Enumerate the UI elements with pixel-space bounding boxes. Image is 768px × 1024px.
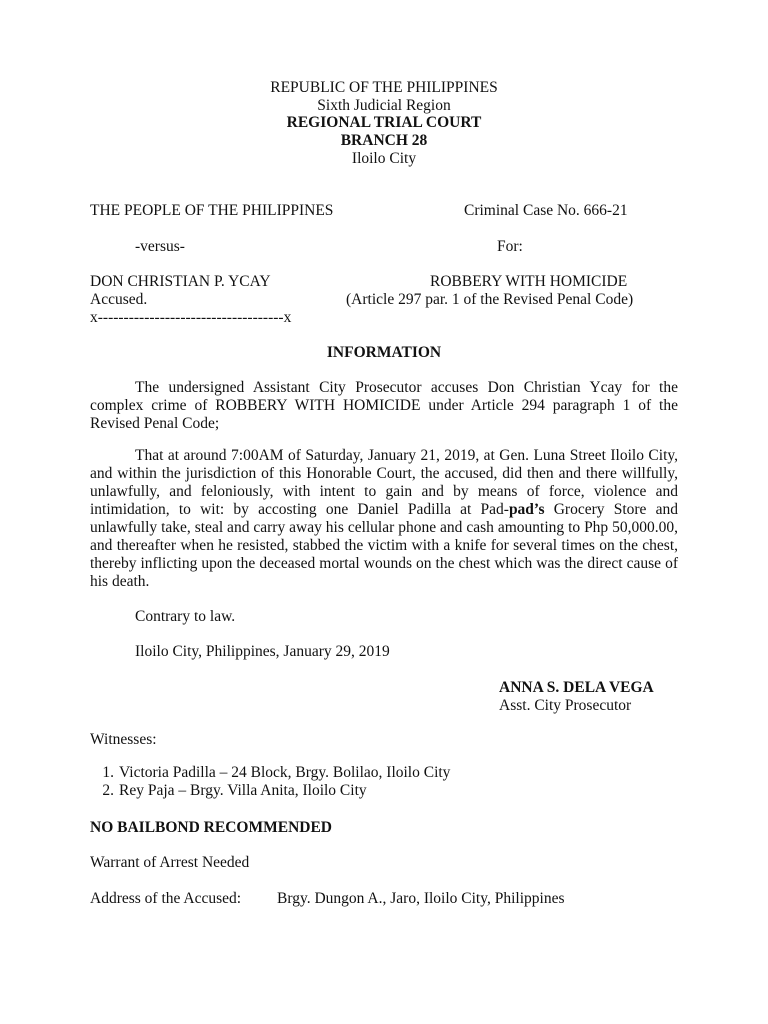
paragraph-facts-part2: Grocery Store and unlawfully take, steal and carry away his cellular phone and cash amounting to Php 50,000.00, and thereafter when he resisted, stabbed the victim with a knife for several times on the chest, thereby inflicting upon the deceased mortal wounds on the chest which was the direct cause of his death.	[90, 501, 678, 590]
paragraph-facts	[90, 447, 678, 591]
witness-entry: Rey Paja – Brgy. Villa Anita, Iloilo City	[119, 782, 367, 799]
caption-for: For:	[497, 238, 523, 255]
list-item	[90, 782, 450, 800]
witness-number: 2.	[102, 782, 114, 799]
caption-article: (Article 297 par. 1 of the Revised Penal Code)	[346, 291, 634, 308]
witness-number: 1.	[102, 764, 114, 781]
document-title: INFORMATION	[326, 344, 442, 361]
caption-separator: x------------------------------------x	[90, 309, 292, 326]
paragraph-facts-part1: That at around 7:00AM of Saturday, January 21, 2019, at Gen. Luna Street Iloilo City, and within the jurisdiction of this Honorable Court, the accused, did then and there willfully, unlawfully, and feloniously, with intent to gain and by means of force, violence and intimidation, to wit: by accosting one Daniel Padilla at Pad-	[90, 447, 678, 518]
caption-versus: -versus-	[135, 238, 185, 255]
caption-offense: ROBBERY WITH HOMICIDE	[430, 273, 628, 290]
header-republic: REPUBLIC OF THE PHILIPPINES	[270, 79, 498, 96]
address-value: Brgy. Dungon A., Jaro, Iloilo City, Philippines	[277, 890, 565, 907]
place-and-date: Iloilo City, Philippines, January 29, 2019	[135, 643, 390, 660]
bail-recommendation: NO BAILBOND RECOMMENDED	[90, 819, 332, 836]
caption-case-number: Criminal Case No. 666-21	[464, 202, 628, 219]
caption-accused-label: Accused.	[90, 291, 148, 308]
header-court: REGIONAL TRIAL COURT	[286, 114, 482, 131]
signatory-name: ANNA S. DELA VEGA	[499, 679, 654, 696]
contrary-to-law: Contrary to law.	[135, 608, 236, 625]
caption-accused-name: DON CHRISTIAN P. YCAY	[90, 273, 271, 290]
witnesses-label: Witnesses:	[90, 731, 157, 748]
caption-plaintiff: THE PEOPLE OF THE PHILIPPINES	[90, 202, 334, 219]
header-city: Iloilo City	[351, 150, 417, 167]
paragraph-facts-bold: pad’s	[508, 501, 545, 518]
paragraph-accusation: The undersigned Assistant City Prosecutor accuses Don Christian Ycay for the complex crime of ROBBERY WITH HOMICIDE under Article 294 paragraph 1 of the Revised Penal Code;	[90, 379, 678, 432]
witness-entry: Victoria Padilla – 24 Block, Brgy. Bolilao, Iloilo City	[119, 764, 451, 781]
list-item	[90, 764, 450, 782]
witness-list	[90, 764, 450, 800]
header-region: Sixth Judicial Region	[317, 97, 451, 114]
header-branch: BRANCH 28	[340, 132, 428, 149]
warrant-note: Warrant of Arrest Needed	[90, 854, 250, 871]
signatory-title: Asst. City Prosecutor	[499, 697, 632, 714]
address-label: Address of the Accused:	[90, 890, 242, 907]
